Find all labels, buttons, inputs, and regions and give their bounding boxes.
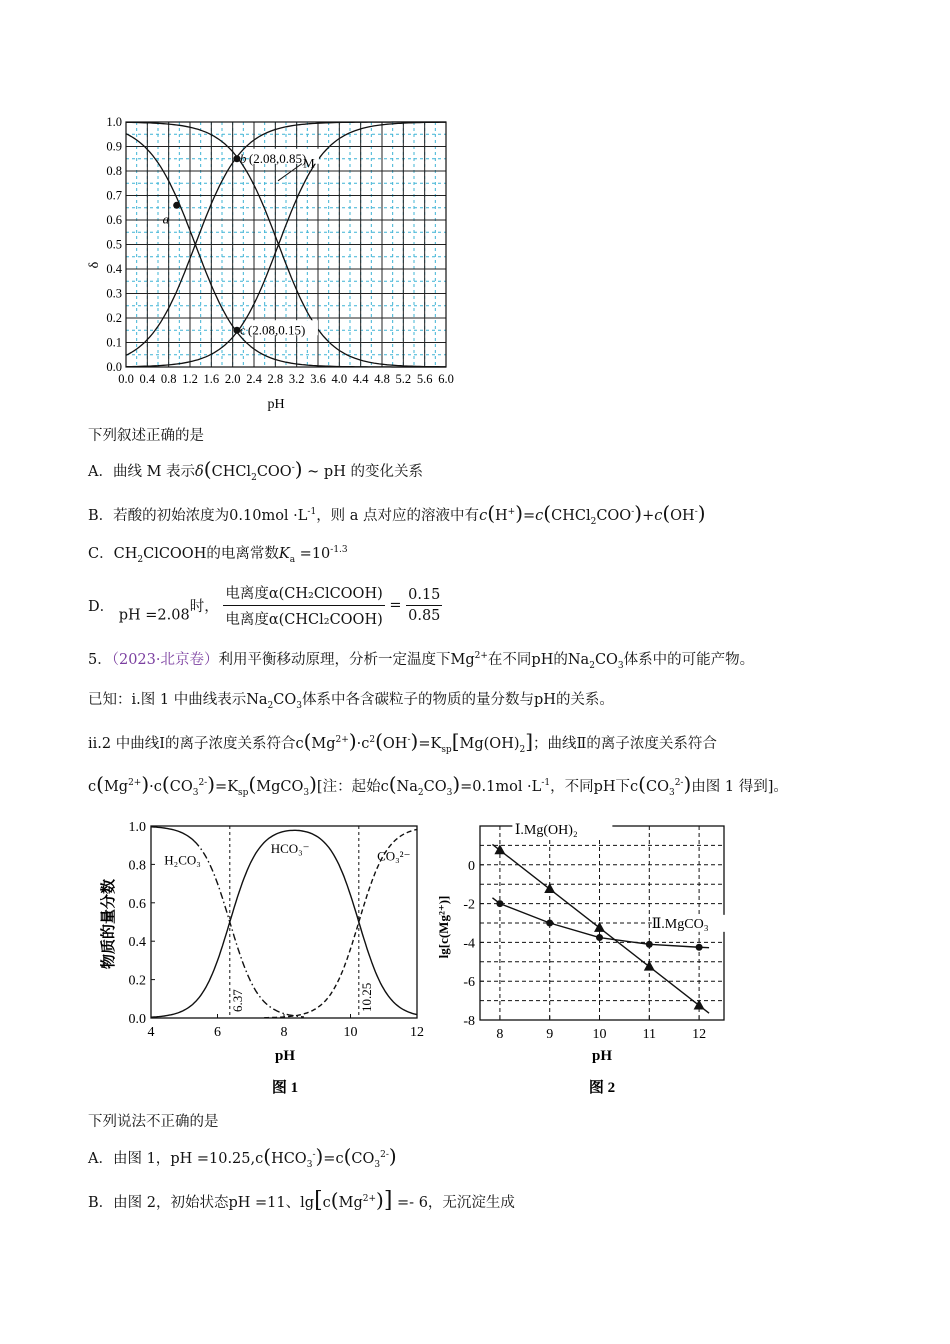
chart2-ytick-label: 0.8 [128,858,146,874]
chart2-ytick-label: 0.2 [128,973,146,989]
chart1-xtick-label: 5.2 [395,372,412,386]
chart1-xtick-label: 2.8 [267,372,284,386]
chart3-xtick-label: 11 [642,1027,657,1042]
series-label-hco3: HCO₃⁻ [270,840,310,856]
chart3-xtick-label: 10 [592,1027,607,1042]
ionization-ratio: $\frac{\text{电离度α(CH₂ClCOOH)}}{\text{电离度α(CHCl₂COOH)}}$ [223,582,384,629]
chart3-ytick-label: -6 [463,975,475,991]
chart1-xtick-label: 5.6 [416,372,433,386]
point-b-label: b [239,150,247,166]
lg-mg-chart [430,812,740,1102]
q5-option-a: A．由图 1，pH $=10.25,c(HCO_3^-)=c(CO_3^{2-})$ [88,1144,397,1170]
chart1-xtick-label: 4.0 [331,372,348,386]
series-label-h2co3: H₂CO₃ [164,852,201,868]
chart2-ylabel: 物质的量分数 [101,878,117,970]
chart3-caption: 图 2 [588,1080,616,1096]
chart1-xtick-label: 0.4 [139,372,156,386]
q4-option-b: B．若酸的初始浓度为$0.10mol \cdot L^{-1}$，则 a 点对应的溶液中有c(H+)=c(CHCl$_2$COO-)+c(OH-) [88,501,706,527]
chart2-ytick-label: 1.0 [128,820,146,835]
q5-option-b-label: B．由图 2，初始状态 [88,1195,229,1211]
chart1-xtick-label: 2.4 [246,372,262,386]
chcl2coo-formula: CHCl [211,464,252,480]
chart2-xtick-label: 6 [214,1025,221,1040]
chart2-ytick-label: 0.6 [128,896,146,912]
q5-option-b: B．由图 2，初始状态pH =11、$\lg[c(Mg^{2+})] =- 6$，无沉淀生成 [88,1188,515,1213]
mgco3-point [546,920,553,927]
delta-symbol: δ [195,464,204,480]
point-c-coord: (2.08,0.15) [247,322,306,338]
chart1-ytick-label: 0.4 [106,262,122,276]
chart1-ytick-label: 0.5 [106,237,122,252]
mgco3-point [646,941,653,948]
chart1-xtick-label: 4.8 [374,372,390,386]
h2co3-curve [151,827,194,841]
question-source: （2023·北京卷） [111,652,219,668]
chart3-xtick-label: 9 [546,1027,554,1042]
point-a [173,202,180,209]
chart2-xtick-label: 12 [410,1025,424,1040]
chart3-ylabel: lg[c(Mg²⁺)] [436,895,451,959]
vline-label-1: 10.25 [358,982,374,1012]
chart1-ytick-label: 0.6 [106,213,122,227]
chart1-xtick-label: 4.4 [352,372,369,386]
mgco3-point [596,934,603,941]
q4-option-b-label: B．若酸的初始浓度为 [88,508,230,524]
q5-known-ii: ii.2 中曲线Ⅰ的离子浓度关系符合$c(Mg^{2+})\cdot c^2(OH^-)=K_{sp}[Mg(OH)_2]$；曲线Ⅱ的离子浓度关系符合 [88,729,717,755]
chart1-xtick-label: 1.6 [203,372,220,386]
chart2-xtick-label: 4 [147,1025,155,1040]
chart3-ytick-label: 0 [468,858,475,874]
question-number: 5． [88,652,112,668]
chart1-xtick-label: 6.0 [438,372,454,386]
chart1-ytick-label: 0.2 [106,311,122,325]
chart2-caption: 图 1 [271,1080,299,1096]
series-label-mgco3: Ⅱ.MgCO₃ [651,916,709,932]
chart1-ytick-label: 0.0 [106,360,122,374]
mgoh2-point [694,999,705,1009]
point-c-label: c [239,322,246,338]
chart2-xtick-label: 8 [280,1025,288,1040]
chart1-ytick-label: 0.9 [106,139,122,154]
chart1-ytick-label: 0.1 [106,335,122,350]
point-b-coord: (2.08,0.85) [248,150,307,166]
q4-option-a: A．曲线 M 表示δ(CHCl$_2$COO-) ~ pH 的变化关系 [88,457,423,483]
mgco3-point [696,944,703,951]
carbon-species-fraction-chart [95,812,440,1102]
chart1-ytick-label: 1.0 [106,115,122,129]
chart2-xtick-label: 10 [343,1025,358,1040]
chart3-ytick-label: -4 [463,936,475,952]
chart3-xlabel: pH [591,1048,613,1064]
q5-known-ii-cont: $c(Mg^{2+})\cdot c(CO_3^{2-})=K_{sp}(MgCO_3)$[注：起始$c(Na_2CO_3)=0.1mol \cdot L^{-1}$，不同pH下$c(CO_3^{2-})$由图 1 得到]。 [88,772,788,798]
curve-m-leader [278,164,302,181]
q4-option-c-label: C． [88,546,114,562]
chart1-xtick-label: 3.2 [288,372,305,386]
curve-m-label: M [303,155,315,171]
chart1-xtick-label: 3.6 [310,372,326,386]
chart2-ytick-label: 0.0 [128,1012,146,1027]
series-label-mgoh2: Ⅰ.Mg(OH)₂ [514,822,578,838]
q5-known-i: 已知：i.图 1 中曲线表示$Na_2CO_3$体系中各含碳粒子的物质的量分数与pH的关系。 [88,692,614,711]
mgoh2-point [644,961,655,971]
chart1-ylabel: δ [87,261,102,269]
ionization-ratio-value: $\frac{0.15}{0.85}$ [408,587,441,624]
chart1-ytick-label: 0.8 [106,164,122,178]
q5-stem2: 下列说法不正确的是 [88,1114,219,1130]
chart1-ytick-label: 0.3 [106,286,122,301]
q5-stem: 5．（2023·北京卷）利用平衡移动原理，分析一定温度下$Mg^{2+}$在不同pH的$Na_2CO_3$体系中的可能产物。 [88,651,755,671]
delta-ph-chart [80,110,480,415]
chart3-xtick-label: 8 [496,1027,504,1042]
chart1-xlabel: pH [267,397,285,412]
point-a-label: a [162,211,170,227]
chart2-xlabel: pH [274,1048,296,1064]
chart1-xtick-label: 0.8 [160,372,177,386]
mgco3-point [496,900,503,907]
q4-option-d-label: D． [88,599,115,615]
q4-option-d: D． pH =2.08时， $\frac{\text{电离度α(CH₂ClCOOH)}}{\text{电离度α(CHCl₂COOH)}}$ = $\frac{0.15}{0.85}$ [88,582,442,629]
vline-label-0: 6.37 [229,989,245,1012]
chart1-ytick-label: 0.7 [106,188,122,203]
chart3-ytick-label: -2 [463,897,475,913]
q4-stem: 下列叙述正确的是 [88,428,204,444]
chart3-ytick-label: -8 [463,1014,475,1029]
chart2-ytick-label: 0.4 [128,935,146,951]
q4-option-a-label: A．曲线 M 表示 [88,464,196,480]
chart1-xtick-label: 2.0 [224,372,241,386]
chart1-xtick-label: 0.0 [118,372,134,386]
q4-option-c: C．$CH_2ClCOOH$的电离常数$K_a =10^{-1.3}$ [88,545,348,565]
chart1-xtick-label: 1.2 [182,372,198,386]
series-label-co3: CO₃²⁻ [377,848,411,864]
chart3-xtick-label: 12 [692,1027,707,1042]
q5-option-a-label: A．由图 1， [88,1151,171,1167]
